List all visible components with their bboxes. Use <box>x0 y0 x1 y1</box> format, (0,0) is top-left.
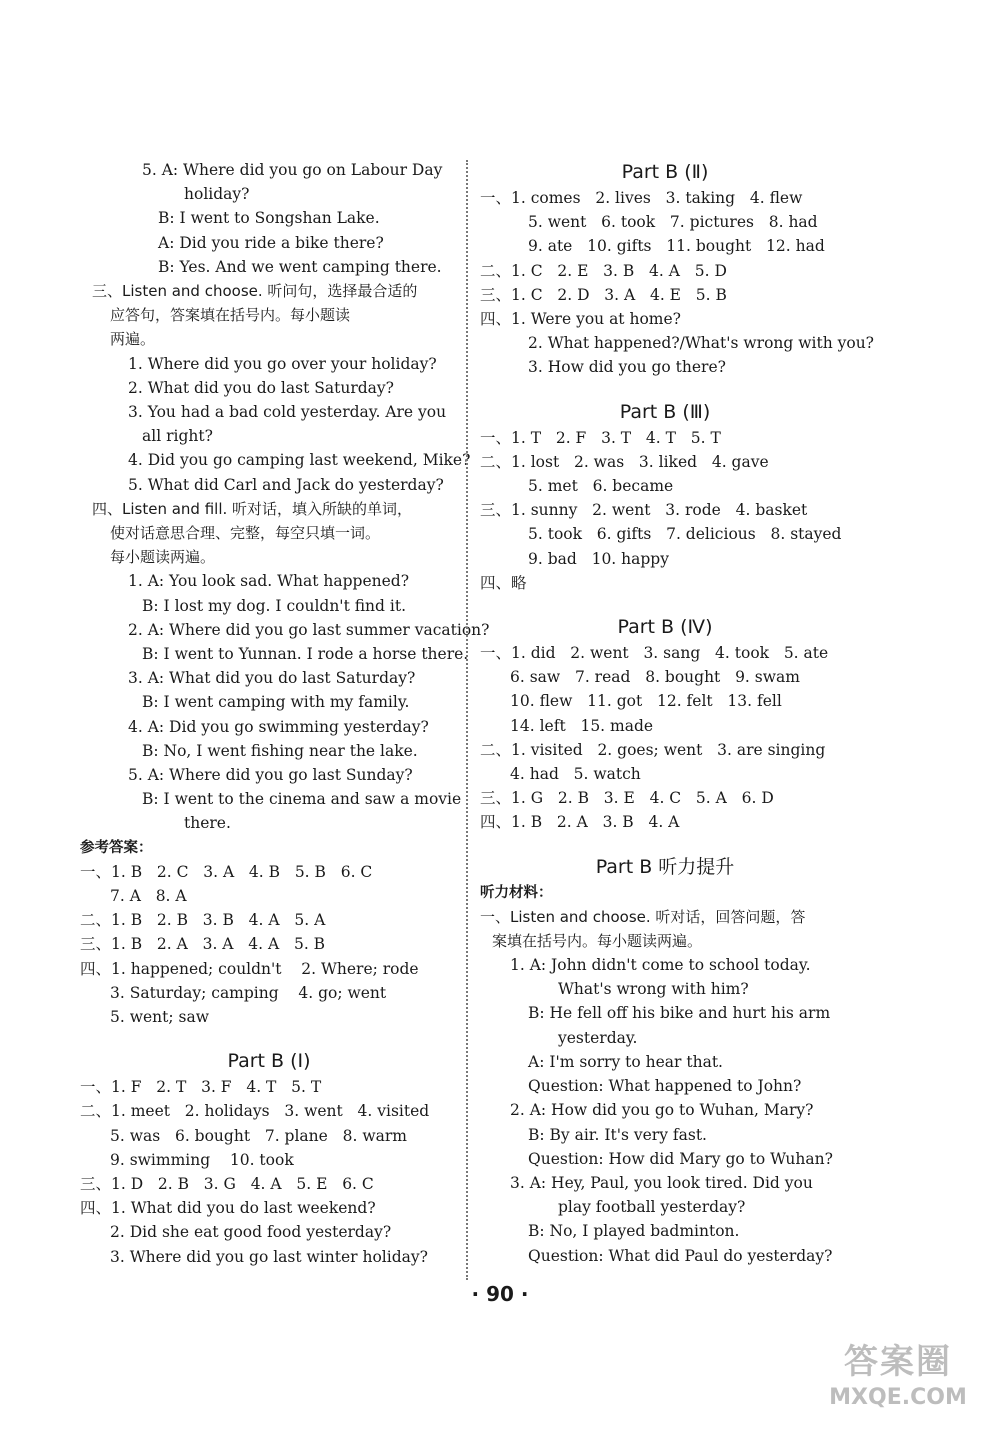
instruction-line: 一、Listen and choose. 听对话，回答问题，答 <box>480 907 806 926</box>
text-line: 三、1. C 2. D 3. A 4. E 5. B <box>480 285 727 304</box>
text-line: B: I went to Yunnan. I rode a horse there. <box>142 645 469 664</box>
section-heading: Part B (Ⅰ) <box>227 1050 311 1073</box>
text-line: 4. had 5. watch <box>510 765 641 784</box>
text-line: 四、1. Were you at home? <box>480 310 681 329</box>
text-line: 二、1. B 2. B 3. B 4. A 5. A <box>80 911 326 930</box>
text-line: 四、略 <box>480 573 527 592</box>
text-line: 5. took 6. gifts 7. delicious 8. stayed <box>528 525 842 544</box>
text-line: B: I went to Songshan Lake. <box>158 209 380 228</box>
text-line: B: Yes. And we went camping there. <box>158 257 442 276</box>
text-line: 1. A: John didn't come to school today. <box>510 956 811 975</box>
text-line: 二、1. meet 2. holidays 3. went 4. visited <box>80 1102 430 1121</box>
instruction-line: 案填在括号内。每小题读两遍。 <box>492 931 703 950</box>
text-line: 2. What did you do last Saturday? <box>128 378 394 397</box>
text-line: B: I lost my dog. I couldn't find it. <box>142 596 407 615</box>
text-line: 5. What did Carl and Jack do yesterday? <box>128 475 444 494</box>
text-line: What's wrong with him? <box>558 980 749 999</box>
text-line: A: Did you ride a bike there? <box>158 233 384 252</box>
text-line: 一、1. T 2. F 3. T 4. T 5. T <box>480 428 721 447</box>
text-line: 3. You had a bad cold yesterday. Are you <box>128 403 447 422</box>
text-line: 2. What happened?/What's wrong with you? <box>528 334 874 353</box>
instruction-line: 应答句，答案填在括号内。每小题读 <box>110 306 351 325</box>
text-line: all right? <box>142 427 213 446</box>
site-watermark <box>818 1334 978 1414</box>
text-line: 一、1. F 2. T 3. F 4. T 5. T <box>80 1078 322 1097</box>
text-line: Question: What happened to John? <box>528 1077 802 1096</box>
section-heading: Part B 听力提升 <box>595 855 735 878</box>
text-line: 10. flew 11. got 12. felt 13. fell <box>510 692 782 711</box>
instruction-line: 三、Listen and choose. 听问句，选择最合适的 <box>92 282 418 301</box>
text-line: B: No, I went fishing near the lake. <box>142 741 418 760</box>
text-line: 一、1. did 2. went 3. sang 4. took 5. ate <box>480 644 829 663</box>
text-line: holiday? <box>184 185 250 204</box>
text-line: 二、1. visited 2. goes; went 3. are singing <box>480 740 826 759</box>
text-line: A: I'm sorry to hear that. <box>528 1052 723 1071</box>
text-line: 9. bad 10. happy <box>528 549 669 568</box>
text-line: 一、1. comes 2. lives 3. taking 4. flew <box>480 189 803 207</box>
text-line: B: I went camping with my family. <box>142 693 410 712</box>
section-heading: Part B (Ⅳ) <box>617 616 713 639</box>
text-line: 一、1. B 2. C 3. A 4. B 5. B 6. C <box>80 862 373 881</box>
text-line: 四、1. happened; couldn't 2. Where; rode <box>80 959 419 978</box>
instruction-line: 使对话意思合理、完整，每空只填一词。 <box>110 524 381 543</box>
text-line: 2. A: How did you go to Wuhan, Mary? <box>510 1101 814 1120</box>
left-column <box>80 158 490 1269</box>
text-line: 3. How did you go there? <box>528 358 726 377</box>
text-line: 9. ate 10. gifts 11. bought 12. had <box>528 237 825 256</box>
text-line: 三、1. B 2. A 3. A 4. A 5. B <box>80 935 326 954</box>
text-line: 3. A: What did you do last Saturday? <box>128 669 416 688</box>
text-line: 四、1. What did you do last weekend? <box>80 1199 376 1218</box>
section-heading: Part B (Ⅱ) <box>621 161 709 183</box>
text-line: there. <box>184 814 231 833</box>
text-line: 3. A: Hey, Paul, you look tired. Did you <box>510 1173 813 1192</box>
text-line: 1. A: You look sad. What happened? <box>128 572 410 591</box>
text-line: B: By air. It's very fast. <box>528 1125 707 1144</box>
text-line: B: I went to the cinema and saw a movie <box>142 790 462 809</box>
text-line: Question: What did Paul do yesterday? <box>528 1246 833 1265</box>
text-line: B: No, I played badminton. <box>528 1222 740 1241</box>
text-line: 2. A: Where did you go last summer vacation? <box>128 620 490 639</box>
watermark-logo-text: 答案圈 <box>844 1342 952 1382</box>
text-line: B: He fell off his bike and hurt his arm <box>528 1004 831 1023</box>
text-line: 2. Did she eat good food yesterday? <box>110 1223 392 1242</box>
text-line: 14. left 15. made <box>510 716 654 735</box>
text-line: 二、1. C 2. E 3. B 4. A 5. D <box>480 261 727 280</box>
text-line: 9. swimming 10. took <box>110 1150 294 1169</box>
text-line: 6. saw 7. read 8. bought 9. swam <box>510 668 800 687</box>
text-line: 三、1. G 2. B 3. E 4. C 5. A 6. D <box>480 789 774 808</box>
text-line: 4. Did you go camping last weekend, Mike? <box>128 451 471 470</box>
right-column <box>480 158 874 1268</box>
text-line: 三、1. sunny 2. went 3. rode 4. basket <box>480 501 808 520</box>
text-line: 5. went; saw <box>110 1007 209 1026</box>
text-line: 5. went 6. took 7. pictures 8. had <box>528 213 818 232</box>
page-number: · 90 · <box>471 1282 529 1306</box>
text-line: 5. was 6. bought 7. plane 8. warm <box>110 1126 407 1145</box>
text-line: 3. Where did you go last winter holiday? <box>110 1247 428 1266</box>
text-line: 4. A: Did you go swimming yesterday? <box>128 717 429 736</box>
text-line: 三、1. D 2. B 3. G 4. A 5. E 6. C <box>80 1174 374 1193</box>
text-line: yesterday. <box>558 1028 638 1047</box>
watermark-url: MXQE.COM <box>829 1385 967 1410</box>
section-label: 听力材料： <box>480 884 553 901</box>
text-line: 二、1. lost 2. was 3. liked 4. gave <box>480 452 769 471</box>
column-divider <box>466 160 468 1280</box>
text-line: play football yesterday? <box>558 1198 746 1217</box>
text-line: 四、1. B 2. A 3. B 4. A <box>480 813 680 832</box>
text-line: 5. met 6. became <box>528 477 674 496</box>
text-line: 7. A 8. A <box>110 886 187 905</box>
text-line: 5. A: Where did you go on Labour Day <box>142 161 443 179</box>
section-heading: Part B (Ⅲ) <box>619 400 711 423</box>
instruction-line: 四、Listen and fill. 听对话，填入所缺的单词， <box>92 499 413 518</box>
text-line: Question: How did Mary go to Wuhan? <box>528 1149 833 1168</box>
text-line: 1. Where did you go over your holiday? <box>128 354 437 373</box>
instruction-line: 两遍。 <box>110 330 156 349</box>
text-line: 3. Saturday; camping 4. go; went <box>110 983 387 1002</box>
section-label: 参考答案： <box>80 839 153 856</box>
text-line: 5. A: Where did you go last Sunday? <box>128 766 413 785</box>
instruction-line: 每小题读两遍。 <box>110 548 216 567</box>
